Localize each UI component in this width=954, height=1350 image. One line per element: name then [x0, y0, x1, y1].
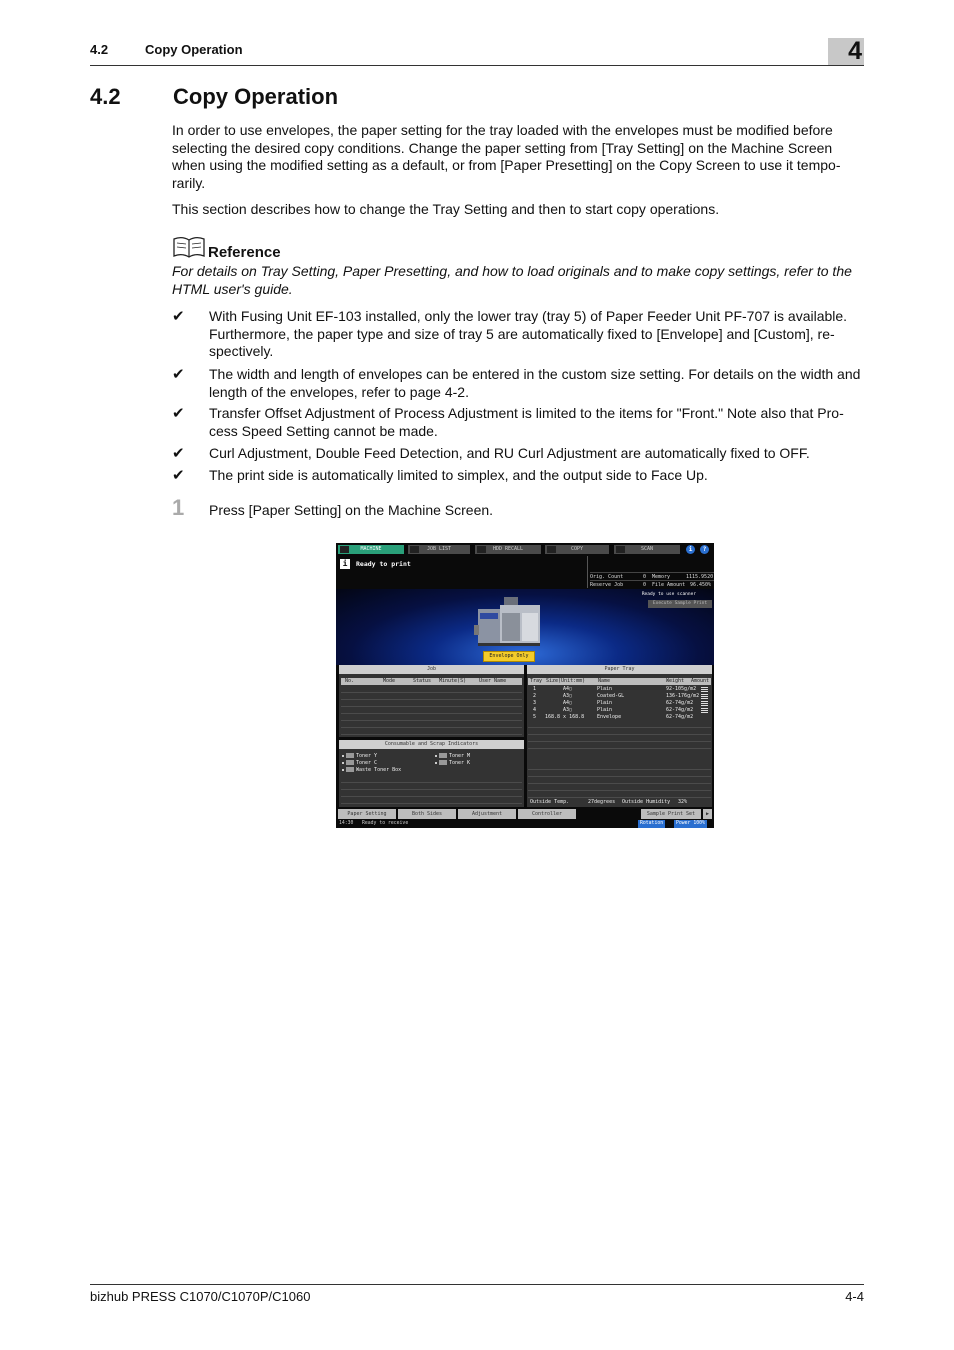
job-table-header: No. Mode Status Minute(S) User Name — [341, 678, 522, 685]
reserve-job-value: 0 — [643, 582, 647, 588]
info-icon: i — [340, 559, 350, 569]
power-indicator: Power 100% — [676, 821, 705, 826]
check-mark-icon: ✔ — [172, 366, 185, 383]
machine-icon — [340, 546, 349, 553]
paper-amount-icon — [701, 687, 708, 692]
receive-status: Ready to receive — [362, 821, 409, 826]
consumable-item: Waste Toner Box — [342, 767, 401, 774]
tab-hdd-recall[interactable]: HDD RECALL — [475, 545, 541, 554]
header-rule — [90, 65, 864, 66]
sample-print-set-button[interactable]: Sample Print Set — [641, 809, 701, 819]
status-message: i Ready to print — [340, 559, 411, 571]
chapter-number: 4 — [848, 37, 862, 65]
tray-row[interactable]: 1 A4▢ Plain 92-105g/m2 — [527, 686, 710, 693]
hdd-icon — [477, 546, 486, 553]
copy-icon — [547, 546, 556, 553]
section-number: 4.2 — [90, 84, 121, 109]
consumable-panel — [339, 740, 524, 807]
scroll-right-icon[interactable]: ▶ — [703, 809, 712, 819]
reference-label: Reference — [208, 244, 281, 261]
machine-banner — [336, 589, 714, 665]
clock: 14:30 — [339, 821, 354, 826]
paper-tray-panel — [527, 665, 712, 807]
waste-box-icon — [346, 767, 354, 772]
check-item-text: Transfer Offset Adjustment of Process Adjustment is limited to the items for "Front." Note also that Pro-cess Speed Setting cannot be made. — [209, 405, 844, 439]
consumable-item: Toner M — [435, 753, 470, 760]
printer-machine-icon — [474, 595, 542, 653]
both-sides-button[interactable]: Both Sides — [398, 809, 456, 819]
job-panel — [339, 665, 524, 737]
tray-row[interactable]: 2 A3▢ Coated-GL 136-176g/m2 — [527, 693, 710, 700]
intro-paragraph: This section describes how to change the Tray Setting and then to start copy operations. — [172, 201, 720, 217]
check-item-text: Curl Adjustment, Double Feed Detection, and RU Curl Adjustment are automatically fixed to OFF. — [209, 445, 810, 461]
paper-amount-icon — [701, 694, 708, 699]
check-item-text: The width and length of envelopes can be entered in the custom size setting. For details on the width and length of the envelopes, refer to page 4-2. — [209, 366, 861, 400]
toner-icon — [346, 760, 354, 765]
check-mark-icon: ✔ — [172, 308, 185, 325]
tray-row[interactable]: 3 A4▢ Plain 62-74g/m2 — [527, 700, 710, 707]
chapter-tab — [828, 38, 864, 65]
book-icon — [172, 236, 206, 258]
scanner-message: Ready to use scanner — [641, 592, 696, 597]
list-icon — [410, 546, 419, 553]
check-item-text: With Fusing Unit EF-103 installed, only the lower tray (tray 5) of Paper Feeder Unit PF-707 is available. Furthermore, the paper type and size of tray 5 are automatically fixed to [Envelope] and [Custom], re-spectively. — [209, 308, 848, 359]
envelope-only-label: Envelope Only — [483, 651, 535, 662]
consumable-item: Toner Y — [342, 753, 377, 760]
step-text: Press [Paper Setting] on the Machine Screen. — [209, 502, 494, 518]
toner-icon — [439, 753, 447, 758]
adjustment-button[interactable]: Adjustment — [458, 809, 516, 819]
footer-page-number: 4-4 — [845, 1289, 864, 1304]
tab-machine[interactable]: MACHINE — [338, 545, 404, 554]
file-amount-value: 96.450% — [690, 582, 712, 588]
machine-screen-screenshot — [336, 543, 714, 828]
consumable-panel-title: Consumable and Scrap Indicators — [339, 740, 524, 749]
tray-table-header: Tray Size(Unit:mm) Name Weight Amount — [530, 678, 710, 684]
toner-icon — [346, 753, 354, 758]
orig-count-value: 0 — [643, 574, 647, 580]
section-title: Copy Operation — [173, 84, 339, 109]
paper-amount-icon — [701, 708, 708, 713]
job-panel-title: Job — [339, 665, 524, 674]
info-panel — [587, 556, 714, 588]
paper-amount-icon — [701, 701, 708, 706]
environment-row: Outside Temp. 27degrees Outside Humidity 32% — [530, 799, 688, 805]
footer-rule — [90, 1284, 864, 1285]
execute-sample-print-button[interactable]: Execute Sample Print — [648, 600, 712, 608]
help-icon[interactable]: ? — [700, 545, 709, 554]
check-mark-icon: ✔ — [172, 467, 185, 484]
paper-tray-title: Paper Tray — [527, 665, 712, 674]
memory-label: Memory — [652, 574, 671, 580]
step-number: 1 — [172, 495, 185, 520]
tab-job-list[interactable]: JOB LIST — [408, 545, 470, 554]
info-icon[interactable]: i — [686, 545, 695, 554]
tab-scan[interactable]: SCAN — [614, 545, 680, 554]
consumable-item: Toner K — [435, 760, 470, 767]
memory-value: 1115.9520 — [686, 574, 714, 580]
tray-row[interactable]: 5 168.8 x 168.8 Envelope 62-74g/m2 — [533, 714, 694, 720]
file-amount-label: File Amount — [652, 582, 686, 588]
reference-text: For details on Tray Setting, Paper Presetting, and how to load originals and to make copy settings, refer to the HTML user's guide. — [172, 263, 852, 297]
running-header-section-title: Copy Operation — [145, 42, 243, 57]
toner-icon — [439, 760, 447, 765]
orig-count-label: Orig. Count — [590, 574, 624, 580]
check-mark-icon: ✔ — [172, 405, 185, 422]
tab-copy[interactable]: COPY — [545, 545, 609, 554]
reserve-job-label: Reserve Job — [590, 582, 624, 588]
tray-row[interactable]: 4 A3▢ Plain 62-74g/m2 — [527, 707, 710, 714]
footer-model: bizhub PRESS C1070/C1070P/C1060 — [90, 1289, 311, 1304]
check-mark-icon: ✔ — [172, 445, 185, 462]
intro-paragraph: In order to use envelopes, the paper setting for the tray loaded with the envelopes must be modified before selecting the desired copy conditions. Change the paper setting from [Tray Setting] on the Machine Screen when using the modified setting as a default, or from [Paper Presetting] on the Copy Screen to use it tempo-rarily. — [172, 122, 841, 191]
rotation-indicator: Rotation — [640, 821, 664, 826]
controller-button[interactable]: Controller — [518, 809, 576, 819]
scan-icon — [616, 546, 625, 553]
running-header-section-number: 4.2 — [90, 42, 109, 57]
consumable-item: Toner C — [342, 760, 377, 767]
screen-status-bar — [336, 820, 714, 828]
check-item-text: The print side is automatically limited to simplex, and the output side to Face Up. — [209, 467, 708, 483]
paper-setting-button[interactable]: Paper Setting — [338, 809, 396, 819]
